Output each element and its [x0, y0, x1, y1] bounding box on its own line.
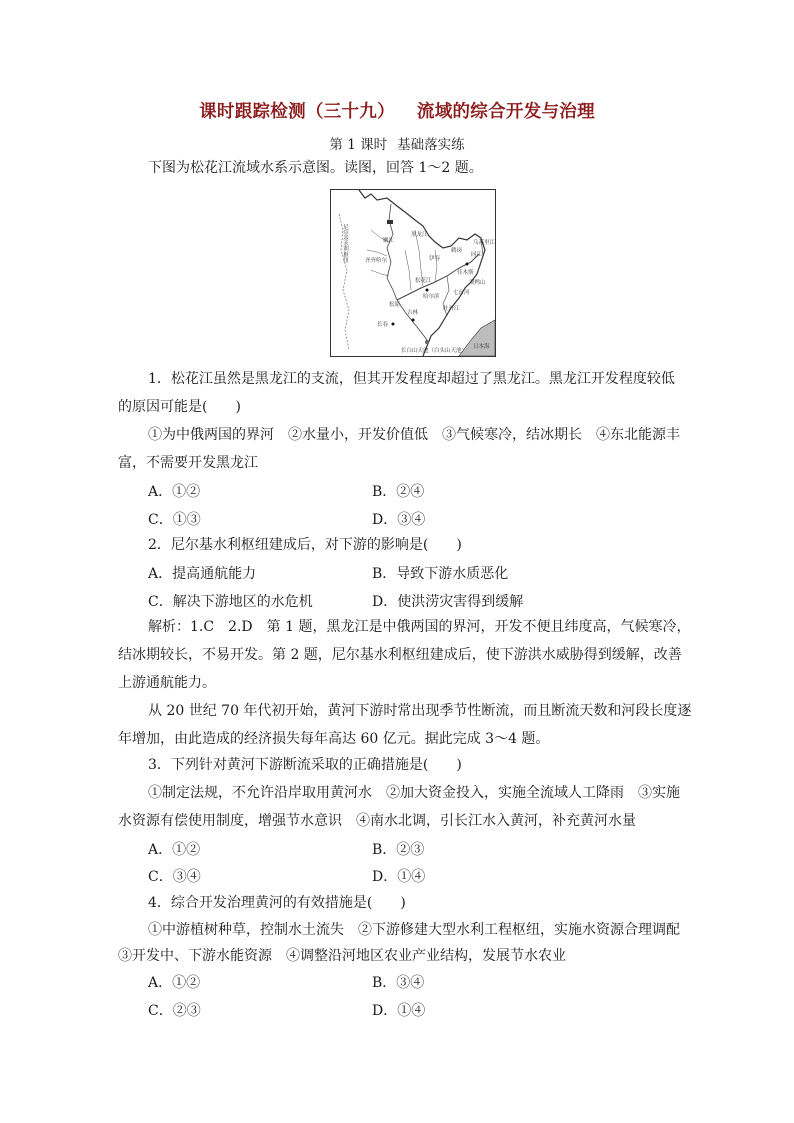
map-label-qitaihe: 七台河: [453, 290, 470, 296]
q1-items-line1: ①为中俄两国的界河 ②水量小，开发价值低 ③气候寒冷，结冰期长 ④东北能源丰: [148, 427, 680, 443]
q4-option-b: B．③④: [372, 975, 425, 991]
map-label-changchun: 长春: [377, 322, 389, 328]
map-label-tianchi: 长白山天池（白头山天池）: [401, 348, 468, 354]
q3-option-c: C．③④: [148, 869, 201, 885]
map-label-hegang: 鹤岗: [451, 248, 463, 254]
subtitle-part2: 基础落实练: [397, 137, 465, 153]
intro-paragraph-2-line2: 年增加，由此造成的经济损失每年高达 60 亿元。据此完成 3～4 题。: [118, 731, 550, 747]
q1-stem-line1: 1．松花江虽然是黑龙江的支流，但其开发程度却超过了黑龙江。黑龙江开发程度较低: [148, 371, 675, 387]
tributary-3: [371, 270, 389, 276]
map-label-jilin: 吉林: [407, 310, 419, 316]
map-label-songyuan: 松原: [389, 302, 401, 308]
intro-paragraph-2-line1: 从 20 世纪 70 年代初开始，黄河下游时常出现季节性断流，而且断流天数和河段长度逐: [148, 703, 692, 719]
songhua-river-map: [330, 189, 496, 357]
q3-option-d: D．①④: [372, 869, 426, 885]
map-label-shuangyashan: 双鸭山: [469, 280, 486, 286]
map-label-yichun: 伊春: [429, 256, 441, 262]
city-jilin-dot: [412, 319, 415, 322]
q2-option-c: C．解决下游地区的水危机: [148, 594, 313, 610]
nenjiang-river: [387, 204, 397, 300]
page-subtitle: [0, 133, 794, 153]
subtitle-part1: 第 1 课时: [329, 137, 388, 153]
q4-option-d: D．①④: [372, 1003, 426, 1019]
q1-option-b: B．②④: [372, 484, 425, 500]
title-part1: 课时跟踪检测（三十九）: [199, 102, 395, 122]
q4-option-a: A．①②: [148, 975, 201, 991]
map-label-mudanjiang: 牡丹江: [443, 306, 460, 312]
map-label-jiamusi: 佳木斯: [457, 270, 474, 276]
q2-stem: 2．尼尔基水利枢纽建成后，对下游的影响是( ): [148, 537, 462, 553]
map-label-songhua: 松花江: [415, 278, 432, 284]
q2-option-b: B．导致下游水质恶化: [372, 566, 509, 582]
tributary-5: [435, 250, 437, 282]
tributary-6: [405, 250, 411, 290]
tianchi-lake: [425, 340, 429, 344]
q2-option-d: D．使洪涝灾害得到缓解: [372, 594, 524, 610]
q4-option-c: C．②③: [148, 1003, 201, 1019]
q3-option-a: A．①②: [148, 842, 201, 858]
map-label-nierji: 尼尔基水利枢纽: [342, 224, 348, 263]
map-label-harbin: 哈尔滨: [423, 294, 440, 300]
map-label-sea: 日本海: [473, 344, 490, 350]
q1-option-d: D．③④: [372, 512, 426, 528]
q1-option-a: A．①②: [148, 484, 201, 500]
map-graphic: [331, 190, 495, 356]
map-label-qiqihar: 齐齐哈尔: [365, 258, 388, 264]
q1-stem-line2: 的原因可能是( ): [118, 399, 241, 415]
analysis-line1: 解析：1.C 2.D 第 1 题，黑龙江是中俄两国的界河，开发不便且纬度高，气候寒冷，: [148, 619, 691, 635]
map-label-tongjiang: 同江: [471, 252, 483, 258]
reservoir-marker: [387, 220, 393, 224]
map-label-wusulijiang: 乌苏里江: [473, 240, 495, 246]
title-part2: 流域的综合开发与治理: [416, 102, 595, 122]
q4-stem: 4．综合开发治理黄河的有效措施是( ): [148, 895, 406, 911]
analysis-line2: 结冰期较长，不易开发。第 2 题，尼尔基水利枢纽建成后，使下游洪水威胁得到缓解，改善: [118, 647, 682, 663]
analysis-line3: 上游通航能力。: [118, 675, 216, 691]
q2-option-a: A．提高通航能力: [148, 566, 257, 582]
q3-stem: 3．下列针对黄河下游断流采取的正确措施是( ): [148, 757, 462, 773]
tributary-2: [367, 250, 387, 256]
q3-items-line2: 水资源有偿使用制度，增强节水意识 ④南水北调，引长江水入黄河，补充黄河水量: [118, 813, 636, 829]
city-jiamusi-dot: [466, 263, 469, 266]
q4-items-line2: ③开发中、下游水能资源 ④调整沿河地区农业产业结构，发展节水农业: [118, 948, 566, 964]
q1-items-line2: 富，不需要开发黑龙江: [118, 455, 258, 471]
city-changchun-dot: [392, 323, 395, 326]
q3-option-b: B．②③: [372, 842, 425, 858]
city-harbin-dot: [426, 289, 429, 292]
page-title: [0, 98, 794, 123]
q4-items-line1: ①中游植树种草，控制水土流失 ②下游修建大型水利工程枢纽，实施水资源合理调配: [148, 922, 680, 938]
intro-paragraph-1: 下图为松花江流域水系示意图。读图，回答 1～2 题。: [148, 160, 483, 176]
q1-option-c: C．①③: [148, 512, 201, 528]
map-label-nenjiang: 嫩江: [383, 238, 395, 244]
q3-items-line1: ①制定法规，不允许沿岸取用黄河水 ②加大资金投入，实施全流域人工降雨 ③实施: [148, 785, 680, 801]
map-label-heilongjiang: 黑龙江: [411, 232, 428, 238]
